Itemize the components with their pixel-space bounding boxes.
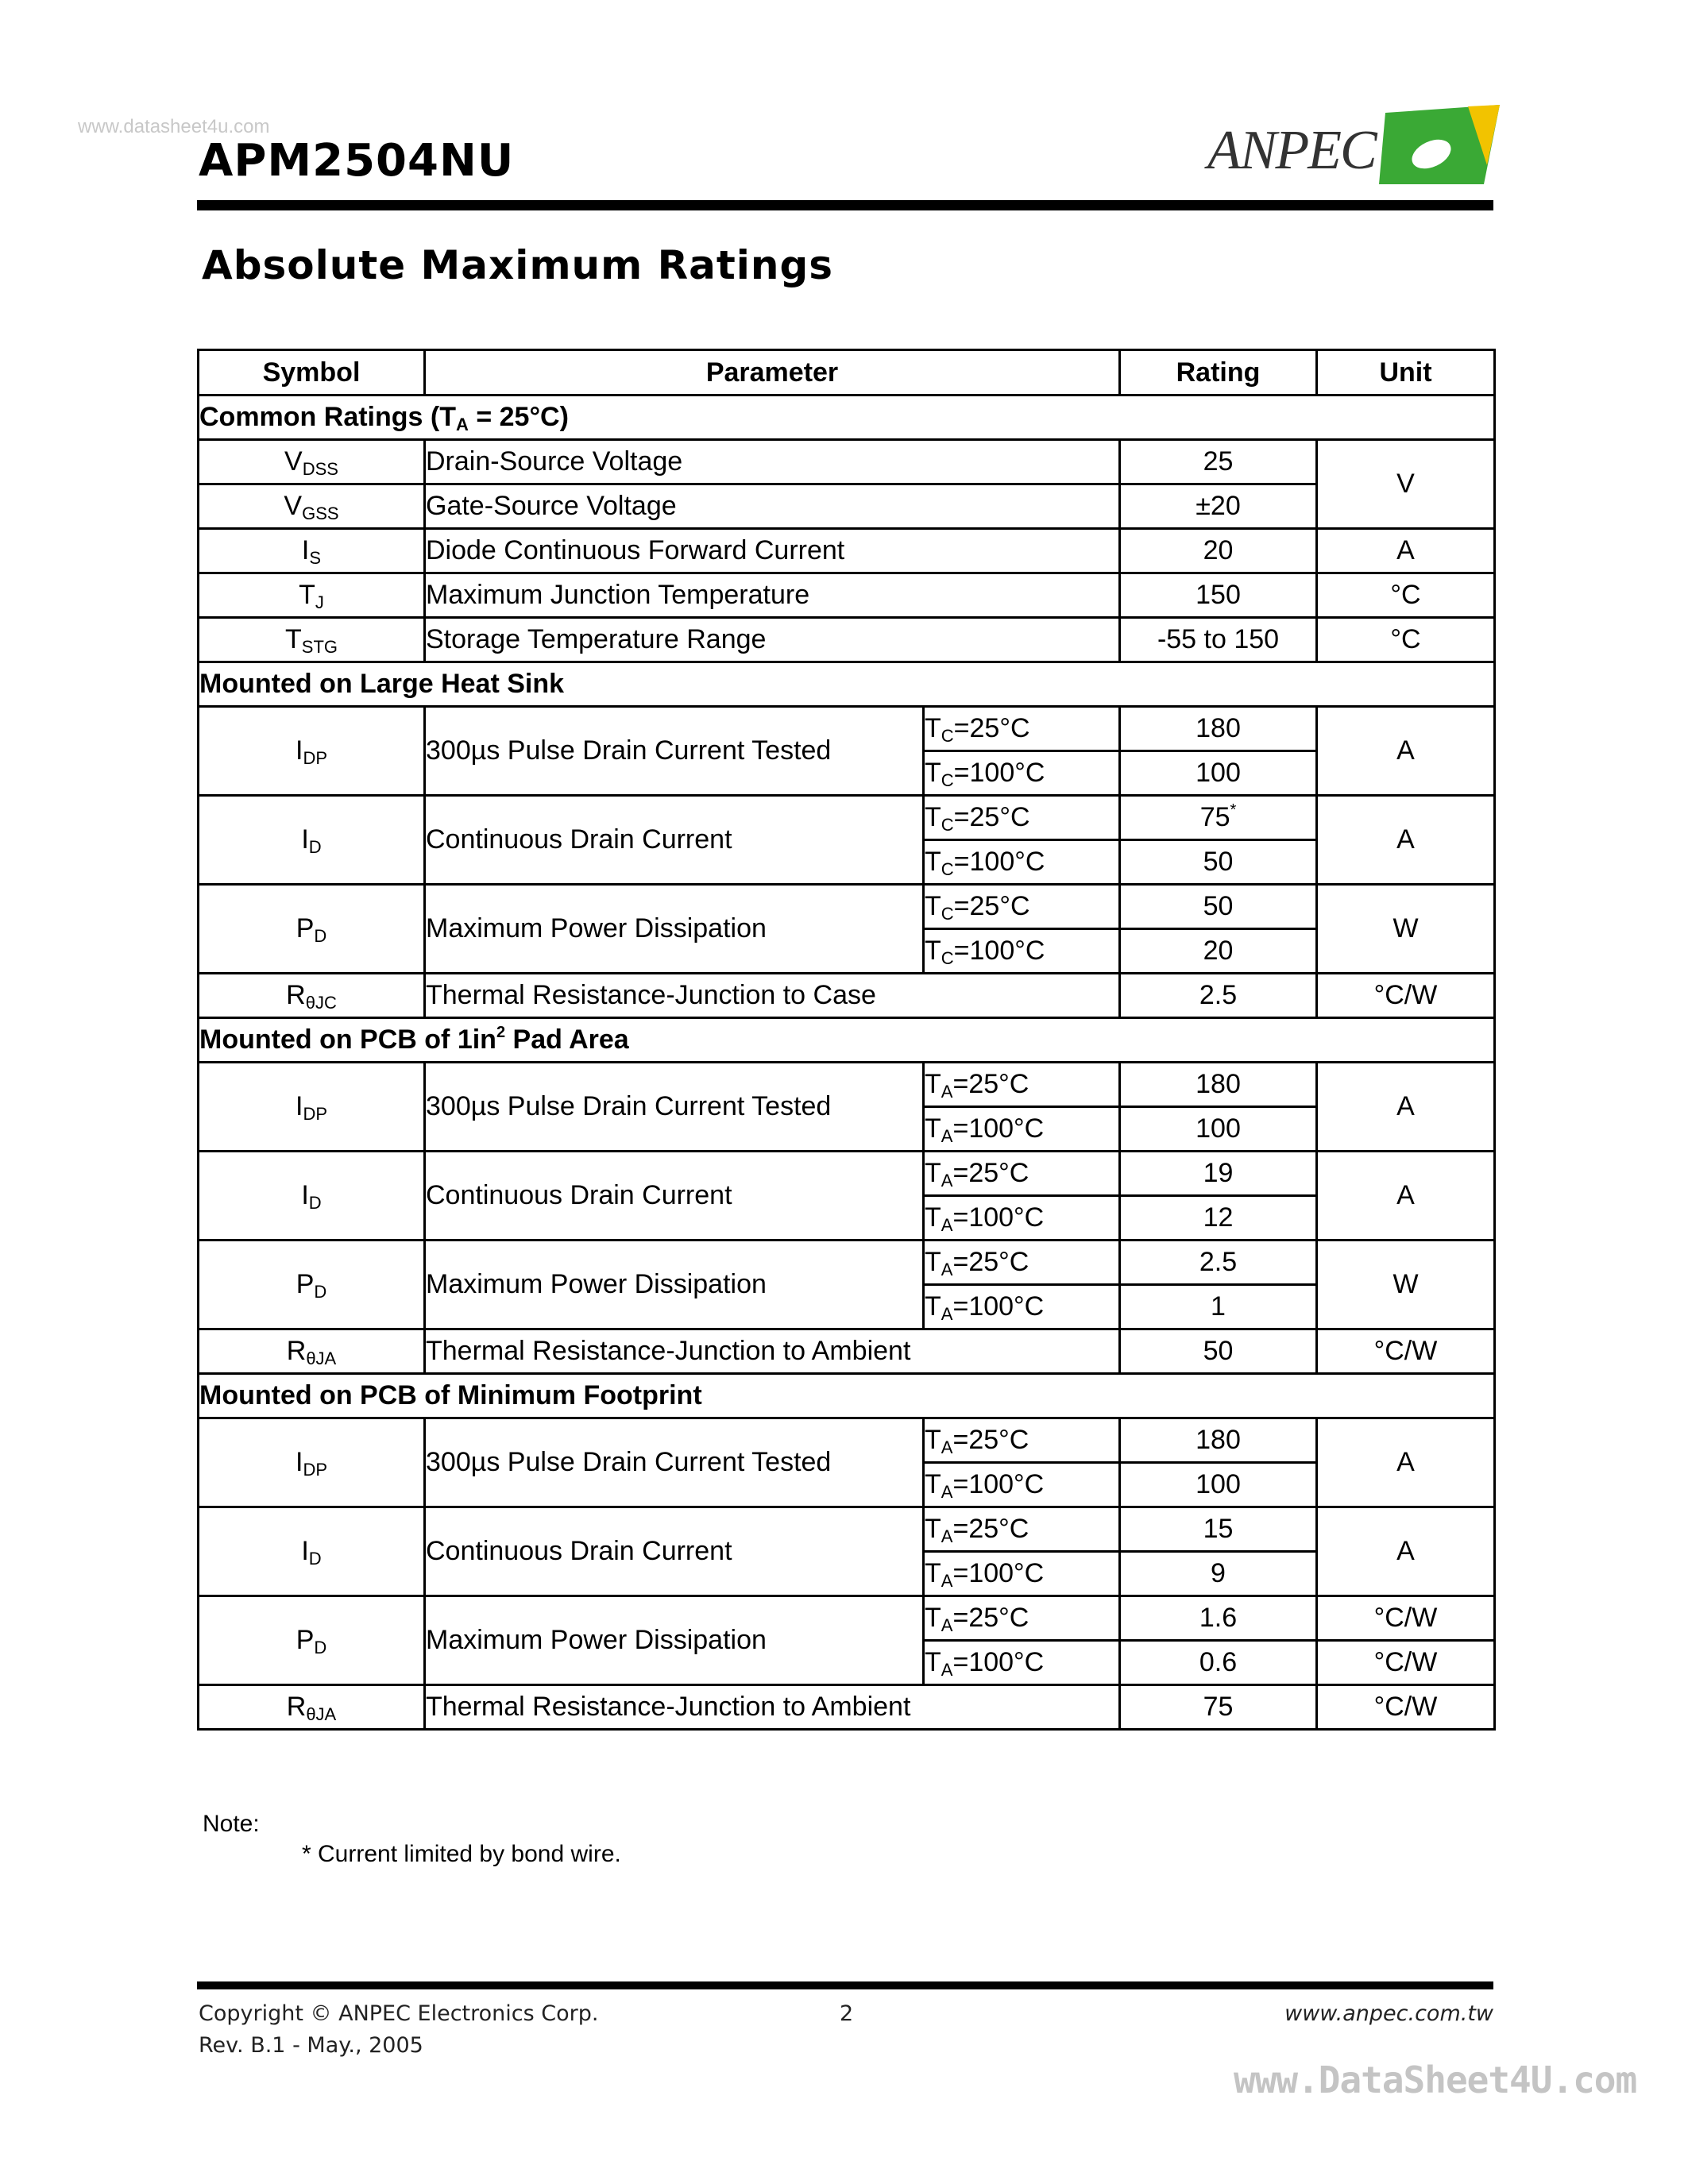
condition-cell: $T_A=25^\circ C$: [924, 1152, 1120, 1196]
watermark-bottom: www.DataSheet4U.com: [1234, 2059, 1637, 2101]
rating-cell: 100: [1120, 1107, 1317, 1152]
condition-cell: $T_A=100^\circ C$: [924, 1107, 1120, 1152]
symbol-cell: $I_{DP}$: [199, 1063, 425, 1152]
rating-cell: 1: [1120, 1285, 1317, 1329]
symbol-cell: $I_D$: [199, 1152, 425, 1241]
symbol-cell: $I_D$: [199, 1507, 425, 1596]
footer-revision: Rev. B.1 - May., 2005: [199, 2033, 423, 2058]
parameter-cell: Continuous Drain Current: [425, 1507, 924, 1596]
symbol-cell: $I_{DP}$: [199, 707, 425, 796]
parameter-cell: Continuous Drain Current: [425, 1152, 924, 1241]
unit-cell: °C: [1317, 618, 1495, 662]
parameter-cell: Maximum Power Dissipation: [425, 1596, 924, 1685]
unit-cell: V: [1317, 440, 1495, 529]
note-label: Note:: [203, 1811, 260, 1837]
condition-cell: $T_C=25^\circ C$: [924, 796, 1120, 840]
section-row: [199, 1018, 1495, 1063]
table-row: [199, 1507, 1495, 1552]
condition-cell: $T_C=25^\circ C$: [924, 707, 1120, 751]
rating-cell: 19: [1120, 1152, 1317, 1196]
condition-cell: $T_C=100^\circ C$: [924, 751, 1120, 796]
rating-cell: 2.5: [1120, 1241, 1317, 1285]
unit-cell: A: [1317, 796, 1495, 885]
condition-cell: $T_C=100^\circ C$: [924, 929, 1120, 974]
symbol-cell: $I_S$: [199, 529, 425, 573]
section-title: Mounted on Large Heat Sink: [199, 662, 1495, 707]
parameter-cell: Thermal Resistance-Junction to Ambient: [425, 1685, 1120, 1730]
section-title: Mounted on PCB of Minimum Footprint: [199, 1374, 1495, 1418]
condition-cell: $T_C=25^\circ C$: [924, 885, 1120, 929]
rating-cell: 25: [1120, 440, 1317, 484]
symbol-cell: $P_D$: [199, 1241, 425, 1329]
parameter-cell: Thermal Resistance-Junction to Case: [425, 974, 1120, 1018]
parameter-cell: Thermal Resistance-Junction to Ambient: [425, 1329, 1120, 1374]
table-row: [199, 1241, 1495, 1285]
rating-cell: 2.5: [1120, 974, 1317, 1018]
header-rule: [197, 200, 1493, 210]
condition-cell: $T_C=100^\circ C$: [924, 840, 1120, 885]
unit-cell: °C/W: [1317, 1596, 1495, 1641]
condition-cell: $T_A=100^\circ C$: [924, 1285, 1120, 1329]
table-row: [199, 1329, 1495, 1374]
rating-cell: 180: [1120, 1063, 1317, 1107]
symbol-cell: $V_{DSS}$: [199, 440, 425, 484]
table-row: [199, 1685, 1495, 1730]
table-row: [199, 974, 1495, 1018]
col-unit: Unit: [1317, 350, 1495, 396]
symbol-cell: $T_J$: [199, 573, 425, 618]
symbol-cell: $P_D$: [199, 885, 425, 974]
parameter-cell: 300µs Pulse Drain Current Tested: [425, 707, 924, 796]
table-row: [199, 618, 1495, 662]
rating-cell: 50: [1120, 885, 1317, 929]
unit-cell: A: [1317, 1507, 1495, 1596]
parameter-cell: Continuous Drain Current: [425, 796, 924, 885]
symbol-cell: $V_{GSS}$: [199, 484, 425, 529]
unit-cell: A: [1317, 1152, 1495, 1241]
unit-cell: A: [1317, 707, 1495, 796]
rating-cell: 100: [1120, 1463, 1317, 1507]
anpec-logo: [1207, 102, 1493, 189]
unit-cell: °C/W: [1317, 974, 1495, 1018]
unit-cell: °C/W: [1317, 1685, 1495, 1730]
condition-cell: $T_A=25^\circ C$: [924, 1596, 1120, 1641]
rating-cell: 15: [1120, 1507, 1317, 1552]
parameter-cell: Drain-Source Voltage: [425, 440, 1120, 484]
footer-url-link[interactable]: www.anpec.com.tw: [1284, 2001, 1493, 2026]
table-row: [199, 1596, 1495, 1641]
parameter-cell: Maximum Power Dissipation: [425, 1241, 924, 1329]
rating-cell: 50: [1120, 1329, 1317, 1374]
part-number: APM2504NU: [199, 135, 515, 187]
unit-cell: °C/W: [1317, 1329, 1495, 1374]
page-number: 2: [840, 2001, 854, 2026]
condition-cell: $T_A=25^\circ C$: [924, 1507, 1120, 1552]
unit-cell: A: [1317, 1418, 1495, 1507]
footer-rule: [197, 1981, 1493, 1989]
col-parameter: Parameter: [425, 350, 1120, 396]
rating-cell: 100: [1120, 751, 1317, 796]
note-text: * Current limited by bond wire.: [302, 1841, 621, 1867]
rating-cell: -55 to 150: [1120, 618, 1317, 662]
table-row: [199, 573, 1495, 618]
table-row: [199, 529, 1495, 573]
table-row: [199, 796, 1495, 840]
unit-cell: W: [1317, 885, 1495, 974]
parameter-cell: Maximum Junction Temperature: [425, 573, 1120, 618]
rating-cell: 12: [1120, 1196, 1317, 1241]
col-symbol: Symbol: [199, 350, 425, 396]
footer-copyright: Copyright © ANPEC Electronics Corp.: [199, 2001, 599, 2026]
section-title: Common Ratings $(T_A = 25^\circ C)$: [199, 396, 1495, 440]
section-row: [199, 1374, 1495, 1418]
symbol-cell: $T_{STG}$: [199, 618, 425, 662]
rating-cell: 75*: [1120, 796, 1317, 840]
page-title: Absolute Maximum Ratings: [202, 242, 834, 288]
condition-cell: $T_A=100^\circ C$: [924, 1552, 1120, 1596]
rating-cell: 9: [1120, 1552, 1317, 1596]
symbol-cell: $I_D$: [199, 796, 425, 885]
symbol-cell: $I_{DP}$: [199, 1418, 425, 1507]
table-row: [199, 1418, 1495, 1463]
table-row: [199, 484, 1495, 529]
parameter-cell: 300µs Pulse Drain Current Tested: [425, 1418, 924, 1507]
ratings-table: [197, 349, 1496, 1731]
rating-cell: 1.6: [1120, 1596, 1317, 1641]
unit-cell: °C/W: [1317, 1641, 1495, 1685]
anpec-logo-icon: [1379, 102, 1506, 189]
symbol-cell: $P_D$: [199, 1596, 425, 1685]
unit-cell: °C: [1317, 573, 1495, 618]
parameter-cell: Gate-Source Voltage: [425, 484, 1120, 529]
footnote-mark: *: [1230, 801, 1237, 819]
parameter-cell: Storage Temperature Range: [425, 618, 1120, 662]
unit-cell: A: [1317, 1063, 1495, 1152]
rating-cell: 0.6: [1120, 1641, 1317, 1685]
table-row: [199, 1063, 1495, 1107]
condition-cell: $T_A=100^\circ C$: [924, 1641, 1120, 1685]
parameter-cell: Maximum Power Dissipation: [425, 885, 924, 974]
watermark-top: www.datasheet4u.com: [78, 116, 270, 137]
unit-cell: A: [1317, 529, 1495, 573]
symbol-cell: $R_{\theta JC}$: [199, 974, 425, 1018]
symbol-cell: $R_{\theta JA}$: [199, 1329, 425, 1374]
rating-cell: 180: [1120, 707, 1317, 751]
logo-text: ANPEC: [1207, 120, 1376, 181]
rating-cell: 20: [1120, 529, 1317, 573]
parameter-cell: Diode Continuous Forward Current: [425, 529, 1120, 573]
col-rating: Rating: [1120, 350, 1317, 396]
condition-cell: $T_A=100^\circ C$: [924, 1463, 1120, 1507]
table-row: [199, 885, 1495, 929]
symbol-cell: $R_{\theta JA}$: [199, 1685, 425, 1730]
rating-cell: 180: [1120, 1418, 1317, 1463]
rating-cell: 20: [1120, 929, 1317, 974]
section-row: [199, 396, 1495, 440]
section-title: Mounted on PCB of $1in^2$ Pad Area: [199, 1018, 1495, 1063]
rating-cell: 150: [1120, 573, 1317, 618]
parameter-cell: 300µs Pulse Drain Current Tested: [425, 1063, 924, 1152]
table-row: [199, 707, 1495, 751]
table-row: [199, 1152, 1495, 1196]
condition-cell: $T_A=100^\circ C$: [924, 1196, 1120, 1241]
section-row: [199, 662, 1495, 707]
table-header-row: [199, 350, 1495, 396]
rating-cell: 50: [1120, 840, 1317, 885]
condition-cell: $T_A=25^\circ C$: [924, 1418, 1120, 1463]
condition-cell: $T_A=25^\circ C$: [924, 1063, 1120, 1107]
unit-cell: W: [1317, 1241, 1495, 1329]
rating-cell: 75: [1120, 1685, 1317, 1730]
condition-cell: $T_A=25^\circ C$: [924, 1241, 1120, 1285]
rating-cell: ±20: [1120, 484, 1317, 529]
table-row: [199, 440, 1495, 484]
